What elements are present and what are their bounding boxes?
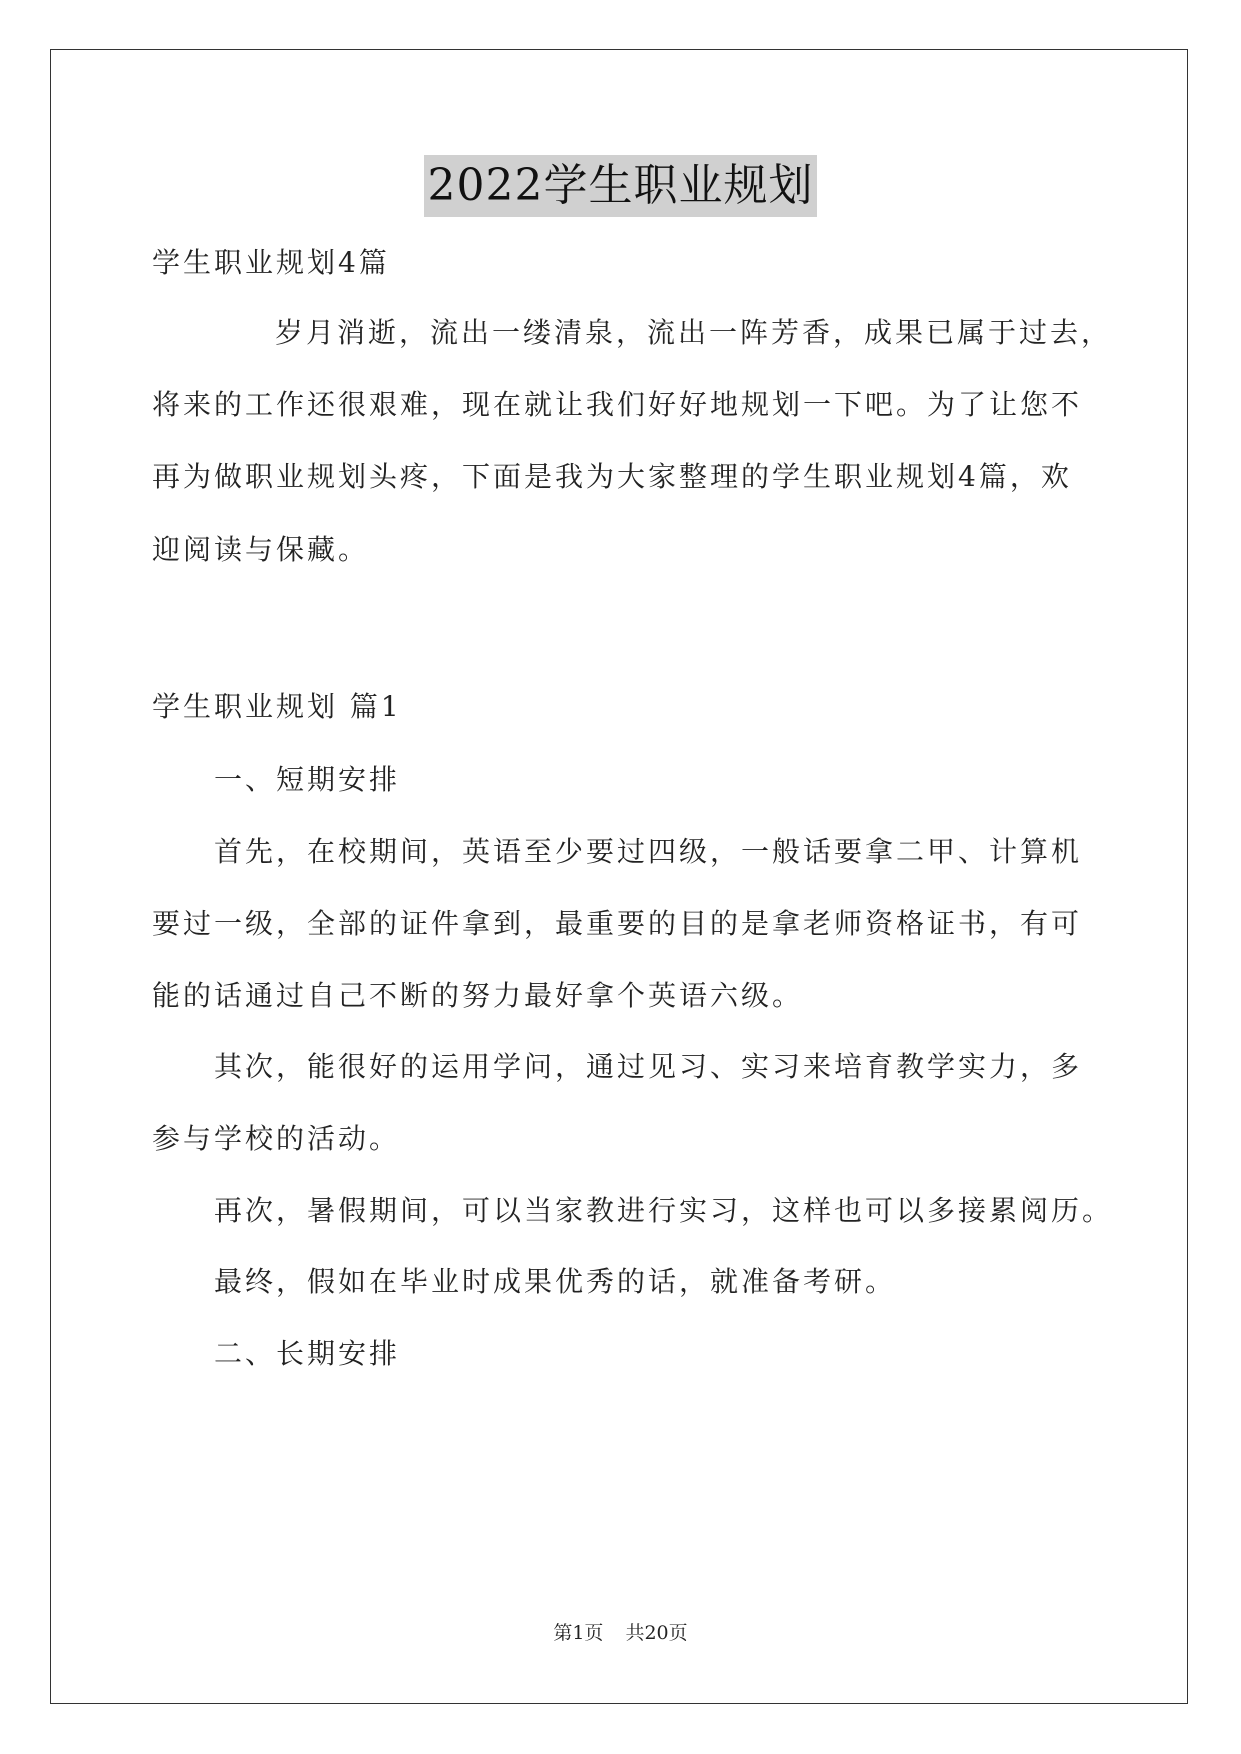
document-title: 2022学生职业规划 <box>424 155 818 217</box>
first-line-2: 要过一级，全部的证件拿到，最重要的目的是拿老师资格证书，有可 <box>152 907 1083 940</box>
first-line-1: 首先，在校期间，英语至少要过四级，一般话要拿二甲、计算机 <box>214 835 1083 868</box>
intro-line-3: 再为做职业规划头疼，下面是我为大家整理的学生职业规划4篇，欢 <box>152 460 1072 493</box>
page-total: 共20页 <box>625 1622 688 1644</box>
third-line: 再次，暑假期间，可以当家教进行实习，这样也可以多接累阅历。 <box>214 1194 1114 1227</box>
section-heading: 学生职业规划 篇1 <box>152 690 402 723</box>
long-term-heading: 二、长期安排 <box>214 1337 401 1370</box>
second-line-1: 其次，能很好的运用学问，通过见习、实习来培育教学实力，多 <box>214 1050 1083 1083</box>
intro-line-4: 迎阅读与保藏。 <box>152 533 370 566</box>
page-border <box>50 49 1188 1704</box>
title-container <box>0 155 1241 217</box>
page-number: 第1页 <box>553 1622 604 1644</box>
page-footer <box>0 1620 1241 1646</box>
intro-line-1: 岁月消逝，流出一缕清泉，流出一阵芳香，成果已属于过去， <box>275 316 1113 349</box>
second-line-2: 参与学校的活动。 <box>152 1122 401 1155</box>
intro-line-2: 将来的工作还很艰难，现在就让我们好好地规划一下吧。为了让您不 <box>152 388 1083 421</box>
document-subtitle: 学生职业规划4篇 <box>152 246 390 279</box>
first-line-3: 能的话通过自己不断的努力最好拿个英语六级。 <box>152 979 804 1012</box>
short-term-heading: 一、短期安排 <box>214 763 401 796</box>
final-line: 最终，假如在毕业时成果优秀的话，就准备考研。 <box>214 1265 897 1298</box>
